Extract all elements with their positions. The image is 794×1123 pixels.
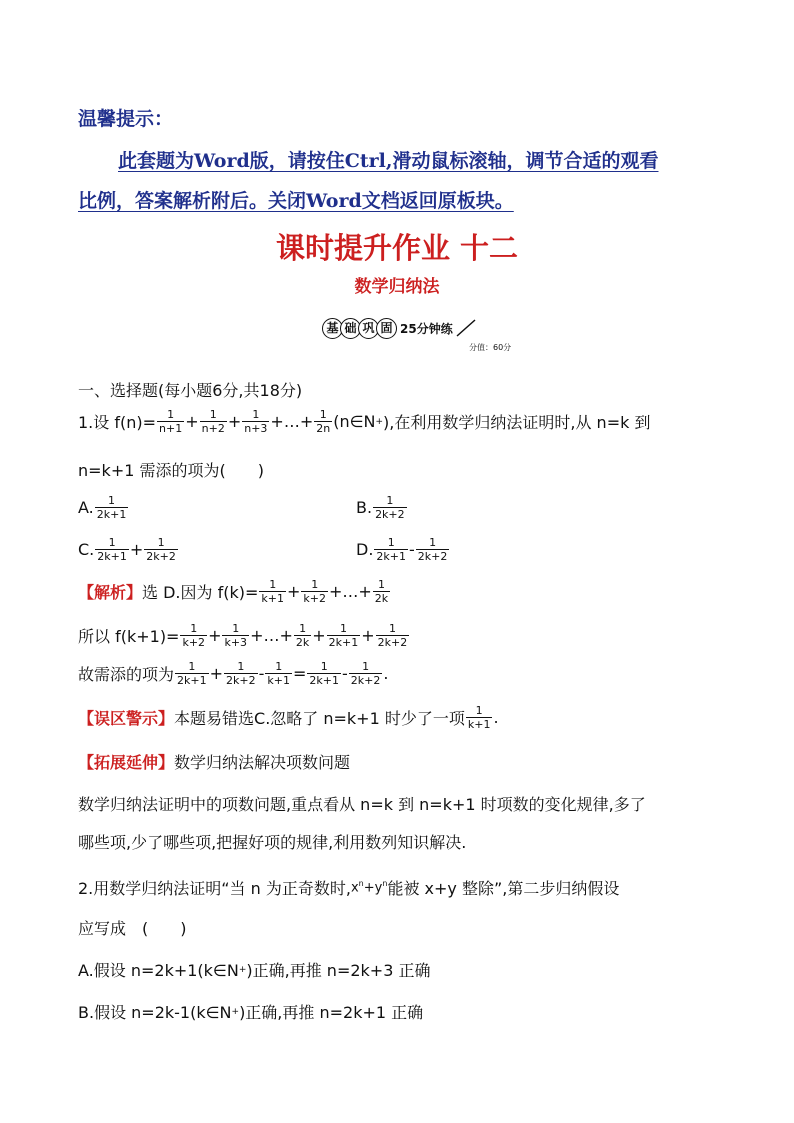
tip-line-1: 此套题为Word版，请按住Ctrl,滑动鼠标滚轴，调节合适的观看 <box>118 150 659 172</box>
badge-char: 础 <box>340 318 361 339</box>
warning-line: 【误区警示】 本题易错选C.忽略了 n=k+1 时少了一项 $\frac{1}{k+1}$ . <box>78 704 499 731</box>
q1-stem-prefix: 1.设 f(n)= <box>78 413 157 432</box>
q1-option-d: D. $\frac{1}{2k+1}$ - $\frac{1}{2k+2}$ <box>356 536 448 563</box>
fraction: $\frac{1}{2n}$ <box>316 408 331 435</box>
fraction: $\frac{1}{n+1}$ <box>159 408 183 435</box>
analysis-line-1: 【解析】 选 D.因为 f(k)= $\frac{1}{k+1}$ + $\frac{1}{k+2}$ +…+ $\frac{1}{2k}$ <box>78 578 389 605</box>
analysis-tag: 【解析】 <box>78 583 143 602</box>
q1-option-b: B. $\frac{1}{2k+2}$ <box>356 494 405 521</box>
q1-stem: 1.设 f(n)= $\frac{1}{n+1}$ + $\frac{1}{n+2}$ + $\frac{1}{n+3}$ +…+ $\frac{1}{2n}$ (n∈N + ),在利用数学归纳法证明时,从 n=k 到 <box>78 408 651 435</box>
section-badge <box>322 318 477 338</box>
section-heading: 一、选择题(每小题6分,共18分) <box>78 381 303 400</box>
slash-icon <box>455 318 477 338</box>
q1-stem-line2: n=k+1 需添的项为( ) <box>78 461 264 480</box>
analysis-line-2: 所以 f(k+1)= $\frac{1}{k+2}$ + $\frac{1}{k+3}$ +…+ $\frac{1}{2k}$ + $\frac{1}{2k+1}$ + $\frac{1}{2k+2}$ <box>78 622 408 649</box>
page-subtitle: 数学归纳法 <box>354 277 440 297</box>
warning-tag: 【误区警示】 <box>78 709 175 728</box>
q2-stem: 2.用数学归纳法证明“当 n 为正奇数时, $x^n+y^n$ 能被 x+y 整除”,第二步归纳假设 <box>78 879 620 898</box>
extension-line-2: 哪些项,少了哪些项,把握好项的规律,利用数列知识解决. <box>78 833 467 852</box>
badge-char: 基 <box>322 318 343 339</box>
fraction: $\frac{1}{n+2}$ <box>201 408 225 435</box>
tip-title: 温馨提示： <box>78 108 174 130</box>
page-title: 课时提升作业 十二 <box>275 231 519 265</box>
q2-stem-line2: 应写成 ( ) <box>78 919 187 938</box>
tip-line-2: 比例，答案解析附后。关闭Word文档返回原板块。 <box>78 190 514 212</box>
badge-text: 25分钟练 <box>400 321 453 336</box>
q1-option-a: A. $\frac{1}{2k+1}$ <box>78 494 127 521</box>
q2-option-b: B.假设 n=2k-1(k∈N + )正确,再推 n=2k+1 正确 <box>78 1003 424 1022</box>
fraction: $\frac{1}{n+3}$ <box>244 408 268 435</box>
extension-line-1: 数学归纳法证明中的项数问题,重点看从 n=k 到 n=k+1 时项数的变化规律,多了 <box>78 795 646 814</box>
analysis-line-3: 故需添的项为 $\frac{1}{2k+1}$ + $\frac{1}{2k+2}$ - $\frac{1}{k+1}$ = $\frac{1}{2k+1}$ - $\frac{1}{2k+2}$ . <box>78 660 389 687</box>
score-label: 分值：60分 <box>469 343 512 352</box>
q2-option-a: A.假设 n=2k+1(k∈N + )正确,再推 n=2k+3 正确 <box>78 961 431 980</box>
q1-option-c: C. $\frac{1}{2k+1}$ + $\frac{1}{2k+2}$ <box>78 536 176 563</box>
extension-heading: 【拓展延伸】 数学归纳法解决项数问题 <box>78 750 350 773</box>
extension-tag: 【拓展延伸】 <box>78 753 175 772</box>
badge-char: 巩 <box>358 318 379 339</box>
badge-char: 固 <box>376 318 397 339</box>
